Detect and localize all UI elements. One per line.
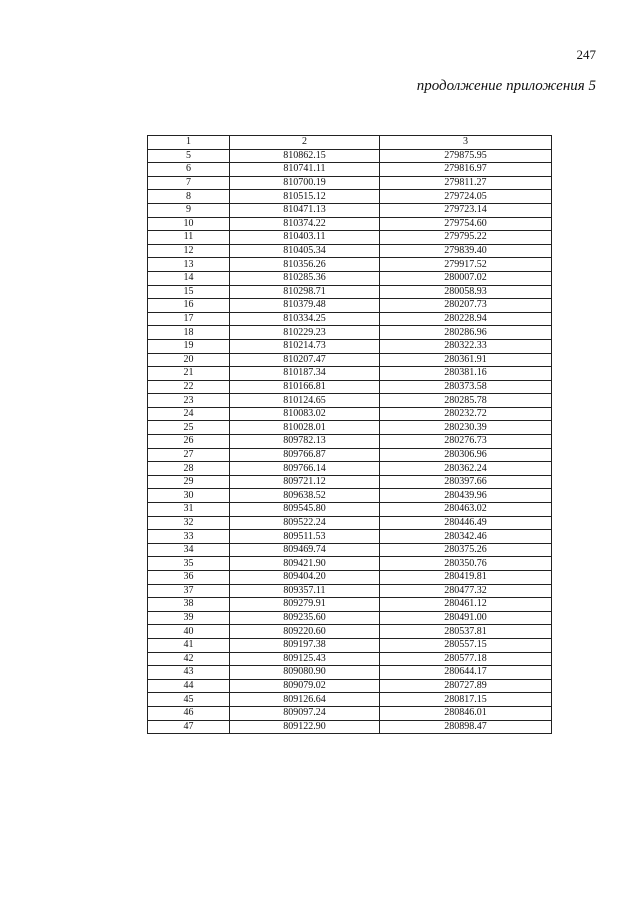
x-coordinate-cell: 810741.11: [230, 163, 380, 177]
point-number-cell: 10: [148, 217, 230, 231]
x-coordinate-cell: 809469.74: [230, 543, 380, 557]
y-coordinate-cell: 280058.93: [380, 285, 552, 299]
table-row: [148, 475, 552, 489]
point-number-cell: 26: [148, 435, 230, 449]
point-number-cell: 29: [148, 475, 230, 489]
point-number-cell: 47: [148, 720, 230, 734]
x-coordinate-cell: 810403.11: [230, 231, 380, 245]
x-coordinate-cell: 809197.38: [230, 638, 380, 652]
table-row: [148, 271, 552, 285]
point-number-cell: 43: [148, 666, 230, 680]
table-row: [148, 203, 552, 217]
y-coordinate-cell: 280491.00: [380, 611, 552, 625]
table-row: [148, 163, 552, 177]
x-coordinate-cell: 810083.02: [230, 407, 380, 421]
coordinates-table: [147, 135, 552, 734]
table-row: [148, 652, 552, 666]
y-coordinate-cell: 280285.78: [380, 394, 552, 408]
y-coordinate-cell: 280286.96: [380, 326, 552, 340]
point-number-cell: 17: [148, 312, 230, 326]
table-row: [148, 543, 552, 557]
table-header-row: [148, 136, 552, 150]
y-coordinate-cell: 280361.91: [380, 353, 552, 367]
x-coordinate-cell: 809126.64: [230, 693, 380, 707]
x-coordinate-cell: 810334.25: [230, 312, 380, 326]
y-coordinate-cell: 280350.76: [380, 557, 552, 571]
y-coordinate-cell: 279811.27: [380, 176, 552, 190]
y-coordinate-cell: 279816.97: [380, 163, 552, 177]
x-coordinate-cell: 810229.23: [230, 326, 380, 340]
point-number-cell: 42: [148, 652, 230, 666]
y-coordinate-cell: 280463.02: [380, 503, 552, 517]
y-coordinate-cell: 279917.52: [380, 258, 552, 272]
point-number-cell: 15: [148, 285, 230, 299]
y-coordinate-cell: 280232.72: [380, 407, 552, 421]
point-number-cell: 34: [148, 543, 230, 557]
point-number-cell: 23: [148, 394, 230, 408]
x-coordinate-cell: 809545.80: [230, 503, 380, 517]
point-number-cell: 24: [148, 407, 230, 421]
column-header-1: 1: [148, 136, 230, 150]
y-coordinate-cell: 280322.33: [380, 339, 552, 353]
y-coordinate-cell: 280228.94: [380, 312, 552, 326]
point-number-cell: 38: [148, 598, 230, 612]
point-number-cell: 5: [148, 149, 230, 163]
point-number-cell: 27: [148, 448, 230, 462]
x-coordinate-cell: 809357.11: [230, 584, 380, 598]
point-number-cell: 22: [148, 380, 230, 394]
x-coordinate-cell: 810028.01: [230, 421, 380, 435]
y-coordinate-cell: 280537.81: [380, 625, 552, 639]
y-coordinate-cell: 280007.02: [380, 271, 552, 285]
x-coordinate-cell: 809220.60: [230, 625, 380, 639]
x-coordinate-cell: 810379.48: [230, 299, 380, 313]
table-row: [148, 611, 552, 625]
table-row: [148, 407, 552, 421]
table-row: [148, 244, 552, 258]
point-number-cell: 39: [148, 611, 230, 625]
x-coordinate-cell: 809235.60: [230, 611, 380, 625]
table-row: [148, 638, 552, 652]
point-number-cell: 16: [148, 299, 230, 313]
y-coordinate-cell: 280898.47: [380, 720, 552, 734]
y-coordinate-cell: 279724.05: [380, 190, 552, 204]
point-number-cell: 12: [148, 244, 230, 258]
point-number-cell: 19: [148, 339, 230, 353]
table-row: [148, 326, 552, 340]
y-coordinate-cell: 279875.95: [380, 149, 552, 163]
y-coordinate-cell: 280362.24: [380, 462, 552, 476]
table-row: [148, 258, 552, 272]
y-coordinate-cell: 280557.15: [380, 638, 552, 652]
table-row: [148, 190, 552, 204]
table-row: [148, 231, 552, 245]
x-coordinate-cell: 810374.22: [230, 217, 380, 231]
x-coordinate-cell: 810471.13: [230, 203, 380, 217]
table-row: [148, 435, 552, 449]
x-coordinate-cell: 809721.12: [230, 475, 380, 489]
x-coordinate-cell: 809511.53: [230, 530, 380, 544]
y-coordinate-cell: 280207.73: [380, 299, 552, 313]
table-row: [148, 394, 552, 408]
y-coordinate-cell: 280439.96: [380, 489, 552, 503]
y-coordinate-cell: 280381.16: [380, 367, 552, 381]
table-row: [148, 666, 552, 680]
page-number: 247: [576, 47, 596, 62]
y-coordinate-cell: 280727.89: [380, 679, 552, 693]
x-coordinate-cell: 809080.90: [230, 666, 380, 680]
table-row: [148, 706, 552, 720]
x-coordinate-cell: 809097.24: [230, 706, 380, 720]
table-row: [148, 299, 552, 313]
x-coordinate-cell: 809782.13: [230, 435, 380, 449]
point-number-cell: 28: [148, 462, 230, 476]
y-coordinate-cell: 280306.96: [380, 448, 552, 462]
x-coordinate-cell: 810187.34: [230, 367, 380, 381]
table-row: [148, 503, 552, 517]
x-coordinate-cell: 810862.15: [230, 149, 380, 163]
table-row: [148, 421, 552, 435]
table-row: [148, 380, 552, 394]
x-coordinate-cell: 810515.12: [230, 190, 380, 204]
table-row: [148, 516, 552, 530]
table-row: [148, 217, 552, 231]
y-coordinate-cell: 280477.32: [380, 584, 552, 598]
table-row: [148, 462, 552, 476]
y-coordinate-cell: 280419.81: [380, 571, 552, 585]
x-coordinate-cell: 809522.24: [230, 516, 380, 530]
point-number-cell: 21: [148, 367, 230, 381]
y-coordinate-cell: 280397.66: [380, 475, 552, 489]
point-number-cell: 30: [148, 489, 230, 503]
y-coordinate-cell: 280461.12: [380, 598, 552, 612]
x-coordinate-cell: 809125.43: [230, 652, 380, 666]
table-row: [148, 489, 552, 503]
table-row: [148, 720, 552, 734]
appendix-continuation-title: продолжение приложения 5: [416, 78, 596, 94]
point-number-cell: 11: [148, 231, 230, 245]
column-header-2: 2: [230, 136, 380, 150]
y-coordinate-cell: 279795.22: [380, 231, 552, 245]
x-coordinate-cell: 809766.87: [230, 448, 380, 462]
x-coordinate-cell: 809766.14: [230, 462, 380, 476]
x-coordinate-cell: 810405.34: [230, 244, 380, 258]
point-number-cell: 25: [148, 421, 230, 435]
y-coordinate-cell: 280375.26: [380, 543, 552, 557]
x-coordinate-cell: 809638.52: [230, 489, 380, 503]
x-coordinate-cell: 809079.02: [230, 679, 380, 693]
point-number-cell: 13: [148, 258, 230, 272]
point-number-cell: 31: [148, 503, 230, 517]
y-coordinate-cell: 280373.58: [380, 380, 552, 394]
x-coordinate-cell: 810356.26: [230, 258, 380, 272]
point-number-cell: 33: [148, 530, 230, 544]
point-number-cell: 41: [148, 638, 230, 652]
table-row: [148, 571, 552, 585]
x-coordinate-cell: 809279.91: [230, 598, 380, 612]
table-row: [148, 693, 552, 707]
point-number-cell: 37: [148, 584, 230, 598]
point-number-cell: 20: [148, 353, 230, 367]
x-coordinate-cell: 810124.65: [230, 394, 380, 408]
y-coordinate-cell: 280230.39: [380, 421, 552, 435]
table-row: [148, 176, 552, 190]
point-number-cell: 40: [148, 625, 230, 639]
x-coordinate-cell: 809404.20: [230, 571, 380, 585]
point-number-cell: 32: [148, 516, 230, 530]
table-row: [148, 530, 552, 544]
x-coordinate-cell: 810166.81: [230, 380, 380, 394]
x-coordinate-cell: 810298.71: [230, 285, 380, 299]
table-row: [148, 285, 552, 299]
table-row: [148, 367, 552, 381]
point-number-cell: 18: [148, 326, 230, 340]
y-coordinate-cell: 279839.40: [380, 244, 552, 258]
y-coordinate-cell: 279754.60: [380, 217, 552, 231]
table-row: [148, 339, 552, 353]
table-row: [148, 149, 552, 163]
point-number-cell: 9: [148, 203, 230, 217]
table-row: [148, 679, 552, 693]
y-coordinate-cell: 280276.73: [380, 435, 552, 449]
column-header-3: 3: [380, 136, 552, 150]
table-row: [148, 625, 552, 639]
y-coordinate-cell: 280342.46: [380, 530, 552, 544]
x-coordinate-cell: 810700.19: [230, 176, 380, 190]
point-number-cell: 6: [148, 163, 230, 177]
point-number-cell: 35: [148, 557, 230, 571]
point-number-cell: 36: [148, 571, 230, 585]
x-coordinate-cell: 809421.90: [230, 557, 380, 571]
x-coordinate-cell: 809122.90: [230, 720, 380, 734]
y-coordinate-cell: 280577.18: [380, 652, 552, 666]
point-number-cell: 46: [148, 706, 230, 720]
point-number-cell: 14: [148, 271, 230, 285]
y-coordinate-cell: 280644.17: [380, 666, 552, 680]
x-coordinate-cell: 810207.47: [230, 353, 380, 367]
y-coordinate-cell: 279723.14: [380, 203, 552, 217]
x-coordinate-cell: 810285.36: [230, 271, 380, 285]
table-row: [148, 584, 552, 598]
y-coordinate-cell: 280846.01: [380, 706, 552, 720]
table-row: [148, 353, 552, 367]
table-row: [148, 598, 552, 612]
table-row: [148, 448, 552, 462]
table-row: [148, 557, 552, 571]
y-coordinate-cell: 280817.15: [380, 693, 552, 707]
x-coordinate-cell: 810214.73: [230, 339, 380, 353]
point-number-cell: 7: [148, 176, 230, 190]
y-coordinate-cell: 280446.49: [380, 516, 552, 530]
table-row: [148, 312, 552, 326]
point-number-cell: 8: [148, 190, 230, 204]
point-number-cell: 45: [148, 693, 230, 707]
point-number-cell: 44: [148, 679, 230, 693]
